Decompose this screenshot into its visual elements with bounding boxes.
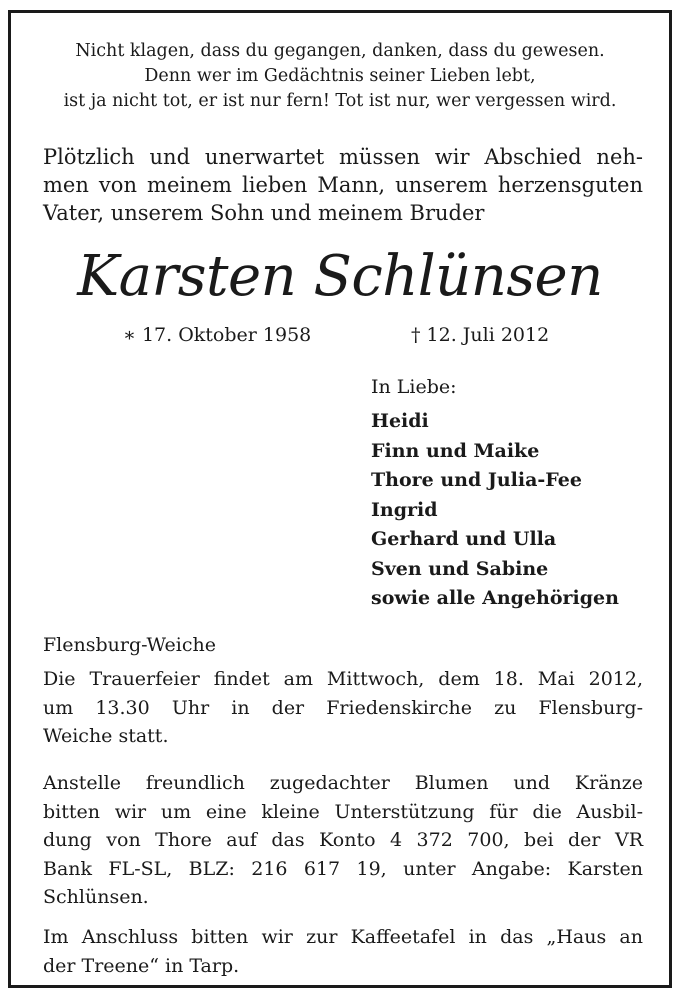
place-name: Flensburg-Weiche: [43, 634, 216, 656]
funeral-line: Die Trauerfeier findet am Mittwoch, dem 18. Mai 2012,: [43, 668, 643, 690]
quote-line: Denn wer im Gedächtnis seiner Lieben lebt,: [144, 66, 536, 86]
birth-date: ∗ 17. Oktober 1958: [123, 324, 312, 346]
mourner-name: sowie alle Angehörigen: [371, 587, 619, 609]
coffee-line: der Treene“ in Tarp.: [43, 954, 240, 977]
quote-line: Nicht klagen, dass du gegangen, danken, dass du gewesen.: [75, 41, 605, 61]
coffee-info: [43, 923, 643, 980]
intro-line: men von meinem lieben Mann, unserem herzensguten: [43, 173, 643, 197]
deceased-name: Karsten Schlünsen: [77, 244, 603, 309]
mourner-name: Thore und Julia-Fee: [371, 469, 582, 491]
mourner-name: Heidi: [371, 410, 429, 432]
coffee-line: Im Anschluss bitten wir zur Kaffeetafel in das „Haus an: [43, 926, 643, 948]
memorial-quote: [31, 39, 649, 114]
donation-info: [43, 769, 643, 912]
donation-line: Anstelle freundlich zugedachter Blumen und Kränze: [43, 772, 643, 794]
funeral-line: Weiche statt.: [43, 725, 169, 747]
mourner-name: Ingrid: [371, 498, 438, 521]
quote-line: ist ja nicht tot, er ist nur fern! Tot ist nur, wer vergessen wird.: [63, 91, 617, 111]
announcement-intro: [43, 143, 643, 227]
intro-line: Plötzlich und unerwartet müssen wir Abschied neh-: [43, 145, 643, 169]
death-date: † 12. Juli 2012: [411, 324, 550, 346]
mourner-name: Gerhard und Ulla: [371, 528, 557, 550]
obituary-frame: [8, 10, 672, 988]
mourner-name: Sven und Sabine: [371, 557, 549, 580]
funeral-line: um 13.30 Uhr in der Friedenskirche zu Flensburg-: [43, 696, 643, 719]
intro-line: Vater, unserem Sohn und meinem Bruder: [43, 201, 485, 225]
in-love-label: In Liebe:: [371, 376, 457, 398]
funeral-info: [43, 665, 643, 751]
mourners-list: [371, 407, 619, 614]
donation-line: Schlünsen.: [43, 886, 149, 908]
donation-line: bitten wir um eine kleine Unterstützung für die Ausbil-: [43, 800, 643, 823]
mourner-name: Finn und Maike: [371, 439, 540, 462]
donation-line: Bank FL-SL, BLZ: 216 617 19, unter Angabe: Karsten: [43, 857, 643, 880]
donation-line: dung von Thore auf das Konto 4 372 700, bei der VR: [43, 829, 643, 851]
